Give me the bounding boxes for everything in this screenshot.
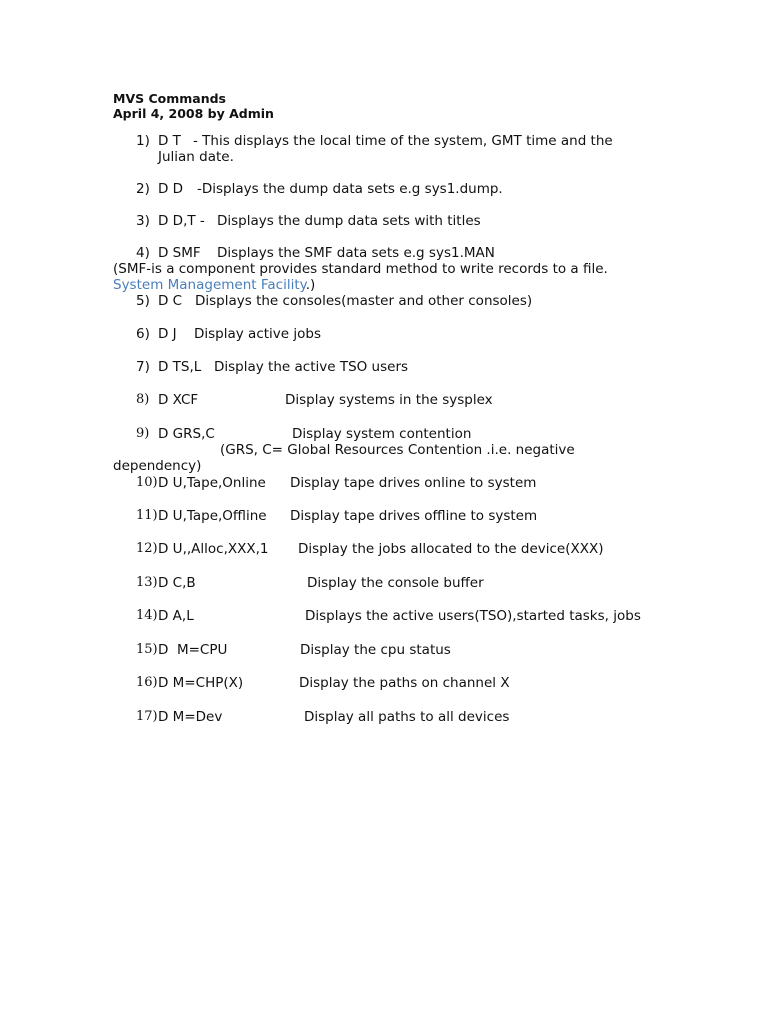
item-command: D C	[158, 293, 183, 309]
item-command: D M=Dev	[158, 709, 223, 725]
item-description: Displays the consoles(master and other consoles)	[195, 293, 533, 309]
item-description: Display the cpu status	[300, 642, 451, 658]
item-command: D U,Tape,Offline	[158, 508, 267, 524]
item-number: 10)	[136, 475, 158, 490]
item-number: 11)	[136, 508, 158, 523]
item-description: Display system contention	[292, 426, 472, 442]
item-command: D TS,L	[158, 359, 202, 375]
item-description: Display the console buffer	[307, 575, 484, 591]
item-command: D U,Tape,Online	[158, 475, 266, 491]
item-number: 14)	[136, 608, 158, 623]
item-description: Display tape drives online to system	[290, 475, 537, 491]
smf-link[interactable]: System Management Facility	[113, 277, 306, 293]
item-command: D J	[158, 326, 177, 342]
item-command: D U,,Alloc,XXX,1	[158, 541, 269, 557]
grs-note-line-2: dependency)	[113, 458, 202, 474]
item-description: Display active jobs	[194, 326, 321, 342]
document-byline: April 4, 2008 by Admin	[113, 106, 274, 121]
item-description: Display the jobs allocated to the device(XXX)	[298, 541, 604, 557]
item-number: 1)	[136, 133, 150, 149]
item-number: 9)	[136, 426, 150, 441]
smf-note-close: .)	[305, 277, 316, 293]
item-number: 8)	[136, 392, 150, 407]
item-description: Displays the dump data sets with titles	[217, 213, 481, 229]
item-description: -Displays the dump data sets e.g sys1.dump.	[197, 181, 503, 197]
item-number: 3)	[136, 213, 150, 229]
item-command: D GRS,C	[158, 426, 215, 442]
item-description: Displays the active users(TSO),started tasks, jobs	[305, 608, 641, 624]
item-command: D C,B	[158, 575, 196, 591]
item-number: 7)	[136, 359, 150, 375]
item-description: Display all paths to all devices	[304, 709, 510, 725]
item-number: 5)	[136, 293, 150, 309]
item-number: 4)	[136, 245, 150, 261]
item-number: 2)	[136, 181, 150, 197]
item-number: 16)	[136, 675, 158, 690]
grs-note: (GRS, C= Global Resources Contention .i.e. negative	[220, 442, 575, 458]
smf-note-line-2	[113, 277, 315, 293]
item-number: 6)	[136, 326, 150, 342]
item-description-continued: Julian date.	[158, 149, 234, 165]
item-command: D D	[158, 181, 184, 197]
item-description: Displays the SMF data sets e.g sys1.MAN	[217, 245, 495, 261]
item-description: Display the paths on channel X	[299, 675, 510, 691]
item-number: 13)	[136, 575, 158, 590]
item-command: D D,T -	[158, 213, 205, 229]
item-number: 12)	[136, 541, 158, 556]
smf-note: (SMF-is a component provides standard method to write records to a file.	[113, 261, 608, 277]
item-description: - This displays the local time of the system, GMT time and the	[193, 133, 613, 149]
item-command: D XCF	[158, 392, 199, 408]
item-description: Display tape drives offline to system	[290, 508, 538, 524]
item-command: D M=CPU	[158, 642, 228, 658]
item-command: D T	[158, 133, 181, 149]
document-title: MVS Commands	[113, 91, 227, 106]
item-description: Display the active TSO users	[214, 359, 409, 375]
item-number: 17)	[136, 709, 158, 724]
item-number: 15)	[136, 642, 158, 657]
item-command: D A,L	[158, 608, 194, 624]
item-description: Display systems in the sysplex	[285, 392, 493, 408]
item-command: D SMF	[158, 245, 201, 261]
item-command: D M=CHP(X)	[158, 675, 244, 691]
